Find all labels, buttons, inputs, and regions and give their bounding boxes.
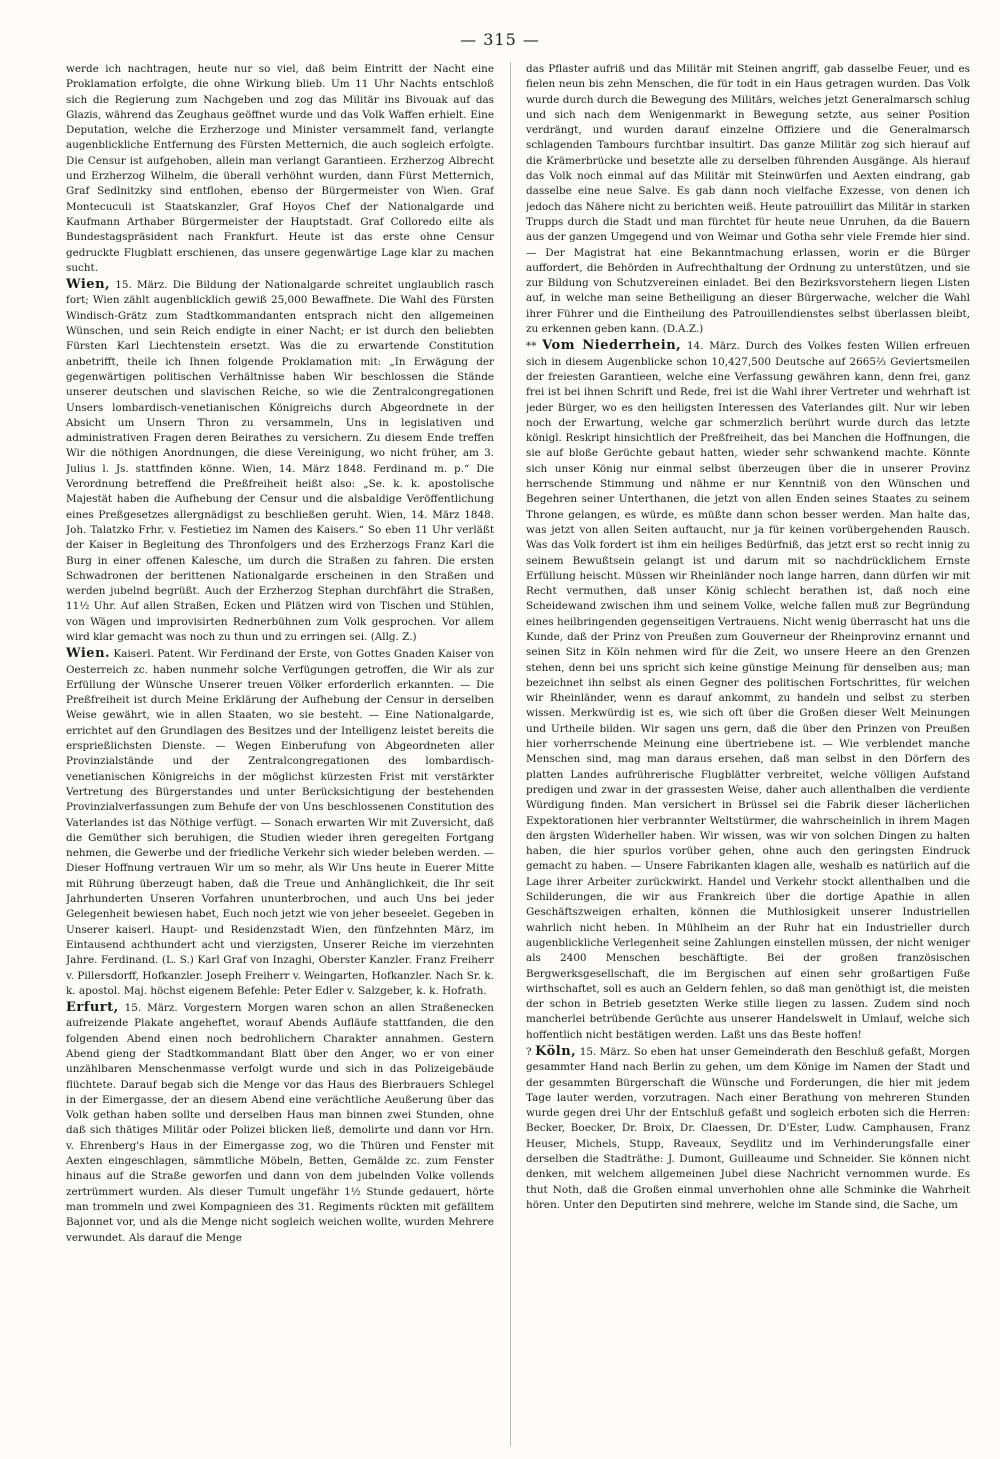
paragraph-text: 15. März. Vorgestern Morgen waren schon an allen Straßenecken aufreizende Plakate angeheftet, worauf Abends Aufläufe stattfanden, die den folgenden Abend einen noch bedrohlichern Charakter annahmen. Gestern Abend gieng der Stadtkommandant Blatt über den Anger, wo er von einer unzählbaren Menschenmasse verfolgt wurde und sich in das Polizeigebäude flüchtete. Darauf begab sich die Menge vor das Haus des Bierbrauers Schlegel in der Eimergasse, der an diesem Abend eine verächtliche Aeußerung über das Volk gethan haben sollte und derselben Haus man binnen zwei Stunden, ohne daß sich thätiges Militär oder Polizei blicken ließ, demolirte und dann vor Hrn. v. Ehrenberg's Haus in der Eimergasse zog, wo die Thüren und Fenster mit Aexten eingeschlagen, sämmtliche Möbeln, Betten, Gemälde zc. zum Fenster hinaus auf die Straße geworfen und dann von dem jubelnden Volke vollends zertrümmert wurden. Als dieser Tumult ungefähr 1½ Stunde gedauert, hörte man trommeln und zwei Kompagnieen des 31. Regiments rückten mit gefälltem Bajonnet vor, und als die Menge nicht sogleich weichen wollte, wurden Mehrere verwundet. Als darauf die Menge [66,1002,494,1244]
paragraph-text: 15. März. Die Bildung der Nationalgarde schreitet unglaublich rasch fort; Wien zählt augenblicklich gewiß 25,000 Bewaffnete. Die Wahl des Fürsten Windisch-Grätz zum Stadtkommandanten entsprach nicht den allgemeinen Wünschen, und sein Reich endigte in einer Nacht; er ist durch den beliebten Fürsten Karl Liechtenstein ersetzt. Was die zu erwartende Constitution anbetrifft, theile ich Ihnen folgende Proklamation mit: „In Erwägung der gegenwärtigen politischen Verhältnisse haben Wir beschlossen die Stände unserer deutschen und slavischen Reiche, so wie die Zentralcongregationen Unsers lombardisch-venetianischen Königreichs durch Abgeordnete in der Absicht um Unsern Thron zu versammeln, Uns in legislativen und administrativen Fragen deren Beirathes zu versichern. Zu diesem Ende treffen Wir die nöthigen Anordnungen, die diese Vereinigung, wo nicht früher, am 3. Julius l. Js. stattfinden könne. Wien, 14. März 1848. Ferdinand m. p.“ Die Verordnung betreffend die Preßfreiheit heißt also: „Se. k. k. apostolische Majestät haben die Aufhebung der Censur und die alsbaldige Veröffentlichung eines Preßgesetzes allergnädigst zu beschließen geruht. Wien, 14. März 1848. Joh. Talatzko Frhr. v. Festietiez im Namen des Kaisers.“ So eben 11 Uhr verläßt der Kaiser in Begleitung des Thronfolgers und des Erzherzogs Franz Karl die Burg in einer offenen Kalesche, um durch die Straßen zu fahren. Die ersten Schwadronen der berittenen Nationalgarde erscheinen in den Straßen und werden jubelnd begrüßt. Auch der Erzherzog Stephan durchfährt die Straßen, 11½ Uhr. Auf allen Straßen, Ecken und Plätzen wird von Tischen und Stühlen, von Wägen und improvisirten Rednerbühnen zum Volk gesprochen. Vor allem wird klar gemacht was noch zu thun und zu erringen sei. [66,279,494,643]
article-niederrhein [526,338,970,1043]
dateline-place: Erfurt, [66,1000,119,1016]
article-wien-2 [66,646,494,999]
correspondent-marker: ? [526,1046,532,1058]
text-columns [66,62,970,1447]
article-erfurt [66,1000,494,1246]
source-reference: (D.A.Z.) [662,323,704,336]
article-paragraph [66,62,494,276]
dateline-place: Vom Niederrhein, [542,338,682,354]
left-column [66,62,494,1447]
paragraph-text: 15. März. So eben hat unser Gemeinderath den Beschluß gefaßt, Morgen gesammter Hand nach Berlin zu gehen, um dem Könige im Namen der Stadt und der gesammten Bürgerschaft die Wünsche und Forderungen, die hier mit jedem Tage lauter werden, vorzutragen. Nach einer Berathung von mehreren Stunden wurde gegen drei Uhr der Entschluß gefaßt und sogleich erboten sich die Herren: Becker, Boecker, Dr. Broix, Dr. Claessen, Dr. D'Ester, Ludw. Camphausen, Franz Heuser, Michels, Stupp, Raveaux, Seydlitz und im Verhinderungsfalle einer derselben die Stadträthe: J. Dumont, Guilleaume und Schneider. Sie können nicht denken, mit welchem allgemeinen Jubel diese Nachricht vernommen wurde. Es thut Noth, daß die Großen einmal unverhohlen ohne alle Schminke die Wahrheit hören. Unter den Deputirten sind mehrere, welche im Stande sind, die Sache, um [526,1046,970,1211]
article-koeln [526,1044,970,1213]
article-paragraph [526,62,970,337]
dateline-place: Wien, [66,277,111,293]
correspondent-marker: ** [526,340,537,353]
column-divider [510,62,511,1447]
paragraph-text: das Pflaster aufriß und das Militär mit Steinen angriff, gab dasselbe Feuer, und es fielen neun bis zehn Menschen, die für todt in ein Haus getragen wurden. Das Volk wurde durch durch die Bewegung des Militärs, welches jetzt Generalmarsch schlug und sich nach dem Wenigenmarkt in Bewegung setzte, aus seiner Position verdrängt, und wurden darauf einzelne Offiziere und die Generalmarsch schlagenden Tambours furchtbar insultirt. Das ganze Militär zog sich hierauf auf die Krämerbrücke und besetzte alle zu derselben führenden Ausgänge. Als hierauf das Volk noch einmal auf das Militär mit Steinwürfen und Aexten eindrang, gab dasselbe eine neue Salve. Es gab dann noch vielfache Exzesse, von denen ich jedoch das Nähere nicht zu berichten weiß. Heute patrouillirt das Militär in starken Trupps durch die Stadt und man fürchtet für heute neue Unruhen, da die Bauern aus der ganzen Umgegend und von Weimar und Gotha sehr viele Fremde hier sind. — Der Magistrat hat eine Bekanntmachung erlassen, worin er die Bürger auffordert, die Behörden in Aufrechthaltung der Ordnung zu unterstützen, und sie zur Bildung von Schutzvereinen einladet. Bei den Bezirksvorstehern liegen Listen auf, in welche man seine Betheiligung an dieser Bürgerwache, welcher die Wahl ihrer Führer und die Eintheilung des Patrouillendienstes selbst überlassen bleibt, zu erkennen geben kann. [526,63,970,336]
paragraph-text: 14. März. Durch des Volkes festen Willen erfreuen sich in diesem Augenblicke schon 10,427,500 Deutsche auf 2665⅔ Geviertsmeilen der freiesten Garantieen, welche eine Verfassung gewähren kann, denn frei, ganz frei ist bei ihnen Schrift und Rede, frei ist die Wahl ihrer Vertreter und wehrhaft ist jeder Bürger, wo es den heiligsten Interessen des Vaterlandes gilt. Nur wir leben noch der Erwartung, welche gar schmerzlich berührt wurde durch das letzte königl. Reskript hinsichtlich der Preßfreiheit, das bei Manchen die Hoffnungen, die sie auf bloße Gerüchte gebaut hatten, wieder sehr schwankend machte. Könnte sich unser König nur einmal selbst überzeugen über die in unserer Provinz herrschende Stimmung und nähme er nur Kenntniß von den Wünschen und Begehren seiner Unterthanen, die jetzt von allen Enden seines Staates zu seinem Throne gelangen, es würde, es müßte dann schon besser werden. Man halte das, was jetzt von allen Seiten auftaucht, nur ja für keinen vorübergehenden Rausch. Was das Volk fordert ist ihm ein heiliges Bedürfniß, das jetzt erst so recht innig zu seinem Bewußtsein gelangt ist und darum mit so nachdrücklichem Ernste Erfüllung heischt. Müssen wir Rheinländer noch lange harren, dann dürfen wir mit Recht vermuthen, daß unser König schlecht berathen ist, daß noch eine Scheidewand zwischen ihm und seinem Volke, welche fallen muß zur Begründung eines heilbringenden gegenseitigen Vertrauens. Nicht wenig überrascht hat uns die Kunde, daß der Prinz von Preußen zum Gouverneur der Rheinprovinz ernannt und seinen Sitz in Köln nehmen wird für die Zeit, wo unsere Heere an den Grenzen stehen, denn bei uns spricht sich keine günstige Meinung für denselben aus; man bezeichnet ihn selbst als einen Gegner des politischen Fortschrittes, für welchen wir Rheinländer, wenn es darauf ankommt, zu handeln und selbst zu sterben wissen. Merkwürdig ist es, wie sich oft über die Großen dieser Welt Meinungen und Urtheile bilden. Wir sagen uns gern, daß die über den Prinzen von Preußen hier vorherrschende Meinung eine übertriebene ist. — Wie verblendet manche Menschen sind, mag man daraus ersehen, daß man selbst in den Dörfern des platten Landes aufrührerische Flugblätter verbreitet, welche völligen Aufstand predigen und zwar in der grassesten Weise, daher auch allenthalben die verdiente Würdigung finden. Man versichert in Brüssel sei die Fabrik dieser lächerlichen Expektorationen hier verbrannter Weltstürmer, die wahrscheinlich in ihrem Magen den ärgsten Widerheller haben. Wir wissen, was wir von solchen Dingen zu halten haben, die hier spurlos vorüber gehen, ohne auch den geringsten Eindruck gemacht zu haben. — Unsere Fabrikanten klagen alle, weshalb es natürlich auf die Lage ihrer Arbeiter zurückwirkt. Handel und Verkehr stockt allenthalben und die Schilderungen, die wir aus Frankreich über die dortige Apathie in allen Geschäftszweigen erhalten, können die Muthlosigkeit unserer Industriellen wahrlich nicht heben. In Mühlheim an der Ruhr hat ein Industrieller durch augenblickliche Verlegenheit seine Zahlungen einstellen müssen, der nicht weniger als 2400 Menschen beschäftigte. Bei der großen französischen Bergwerksgesellschaft, die im Bergischen auf einen sehr großartigen Fuße wirthschaftet, soll es auch an Geldern fehlen, so daß man genöthigt ist, die meisten der schon in Betrieb gesetzten Werke stille liegen zu lassen. Zudem sind noch mancherlei betrübende Gerüchte aus unserer Handelswelt in Umlauf, welche sich hoffentlich nicht bestätigen werden. Laßt uns das Beste hoffen! [526,340,970,1041]
source-reference: (Allg. Z.) [370,630,417,643]
article-wien-1 [66,277,494,645]
right-column [526,62,970,1447]
dateline-place: Köln, [535,1044,577,1059]
paragraph-text: Kaiserl. Patent. Wir Ferdinand der Erste, von Gottes Gnaden Kaiser von Oesterreich zc. haben nunmehr solche Verfügungen getroffen, die Wir als zur Erfüllung der Wünsche Unserer treuen Völker erforderlich erkannten. — Die Preßfreiheit ist durch Meine Erklärung der Aufhebung der Censur in derselben Weise gewährt, wie in allen Staaten, wo sie besteht. — Eine Nationalgarde, errichtet auf den Grundlagen des Besitzes und der Intelligenz leistet bereits die ersprießlichsten Dienste. — Wegen Einberufung von Abgeordneten aller Provinzialstände und der Zentralcongregationen des lombardisch-venetianischen Königreichs in der möglichst kürzesten Frist mit verstärkter Vertretung des Bürgerstandes und unter Berücksichtigung der bestehenden Provinzialverfassungen zum Behufe der von Uns beschlossenen Constitution des Vaterlandes ist das Nöthige verfügt. — Sonach erwarten Wir mit Zuversicht, daß die Gemüther sich beruhigen, die Studien wieder ihren geregelten Fortgang nehmen, die Gewerbe und der friedliche Verkehr sich wieder beleben werden. — Dieser Hoffnung vertrauen Wir um so mehr, als Wir Uns heute in Euerer Mitte mit Rührung überzeugt haben, daß die Treue und Anhänglichkeit, die Ihr seit Jahrhunderten Unseren Vorfahren ununterbrochen, und auch Uns bei jeder Gelegenheit bewiesen habet, Euch noch jetzt wie von jeher beseelet. Gegeben in Unserer kaiserl. Haupt- und Residenzstadt Wien, den fünfzehnten März, im Eintausend achthundert acht und vierzigsten, Unserer Reiche im vierzehnten Jahre. Ferdinand. (L. S.) Karl Graf von Inzaghi, Oberster Kanzler. Franz Freiherr v. Pillersdorff, Hofkanzler. Joseph Freiherr v. Weingarten, Hofkanzler. Nach Sr. k. k. apostol. Maj. höchst eigenem Befehle: Peter Edler v. Salzgeber, k. k. Hofrath. [66,648,494,997]
page-number: — 315 — [460,30,540,49]
dateline-place: Wien. [66,646,111,662]
paragraph-text: werde ich nachtragen, heute nur so viel, daß beim Eintritt der Nacht eine Proklamation erfolgte, die ohne Wirkung blieb. Um 11 Uhr Nachts entschloß sich die Regierung zum Nachgeben und zog das Militär ins Bivouak auf das Glazis, während das Zeughaus geöffnet wurde und das Volk Waffen erhielt. Eine Deputation, welche die Erzherzoge und Minister versammelt fand, verlangte augenblickliche Entfernung des Fürsten Metternich, die auch sogleich erfolgte. Die Censur ist aufgehoben, allein man verlangt Garantieen. Erzherzog Albrecht und Erzherzog Wilhelm, die überall verhöhnt wurden, dann Fürst Metternich, Graf Sedlnitzky sind entflohen, ebenso der Bürgermeister von Wien. Graf Montecuculi ist Staatskanzler, Graf Hoyos Chef der Nationalgarde und Kaufmann Arthaber Bürgermeister der Hauptstadt. Graf Colloredo eilte als Bundestagspräsident nach Frankfurt. Heute ist das erste ohne Censur gedruckte Flugblatt erschienen, das unsere gegenwärtige Lage klar zu machen sucht. [66,63,494,274]
